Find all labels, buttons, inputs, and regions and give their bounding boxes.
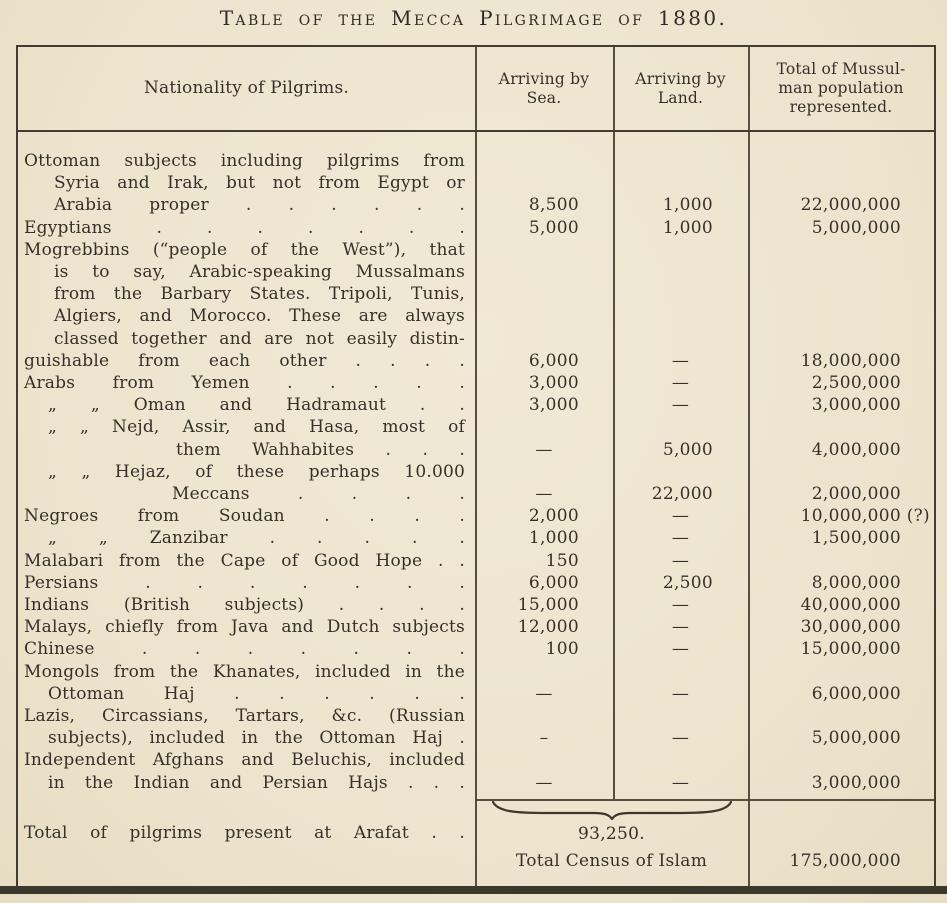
land-cell — [613, 527, 748, 549]
page-title: Table of the Mecca Pilgrimage of 1880. — [219, 6, 728, 30]
label-line: Lazis, Circassians, Tartars, &c. (Russian — [24, 706, 465, 727]
land-value: 1,000 — [662, 217, 713, 238]
sea-value: 100 — [545, 639, 579, 660]
total-cell — [748, 150, 934, 217]
land-value: — — [671, 617, 690, 638]
sea-cell — [475, 372, 613, 394]
brace-icon — [489, 800, 735, 820]
label-line: Algiers, and Morocco. These are always — [54, 306, 465, 327]
sea-cell — [475, 394, 613, 416]
land-value: — — [671, 395, 690, 416]
total-cell — [748, 616, 934, 638]
nationality-cell — [18, 394, 475, 416]
sea-value: 5,000 — [528, 217, 579, 238]
label-line: „ „ Nejd, Assir, and Hasa, most of — [48, 417, 465, 438]
column-divider-2 — [613, 47, 615, 799]
land-cell — [613, 461, 748, 505]
sea-cell — [475, 572, 613, 594]
sea-value: 8,500 — [528, 195, 579, 216]
sea-cell — [475, 661, 613, 705]
header-sea-line1: Arriving by — [498, 69, 590, 88]
total-cell — [748, 372, 934, 394]
total-cell — [748, 527, 934, 549]
label-line: is to say, Arabic-speaking Mussalmans — [54, 262, 465, 283]
sea-value: — — [535, 683, 553, 704]
sea-cell — [475, 749, 613, 793]
sea-cell — [475, 638, 613, 660]
land-cell — [613, 372, 748, 394]
label-line: Meccans . . . . — [172, 484, 465, 505]
total-value: 15,000,000 — [800, 639, 901, 660]
land-value: — — [671, 595, 690, 616]
header-land-line1: Arriving by — [635, 69, 726, 88]
total-cell — [748, 661, 934, 705]
pilgrimage-table — [16, 45, 936, 889]
sea-value: — — [535, 484, 553, 505]
label-line: Malays, chiefly from Java and Dutch subjects — [24, 617, 465, 638]
header-nationality-label: Nationality of Pilgrims. — [143, 78, 350, 98]
label-line: „ „ Zanzibar . . . . . — [48, 528, 465, 549]
census-label: Total Census of Islam — [515, 851, 708, 871]
sea-value: — — [535, 772, 553, 793]
label-line: Independent Afghans and Beluchis, included — [24, 750, 465, 771]
nationality-cell — [18, 372, 475, 394]
label-line: in the Indian and Persian Hajs . . . — [48, 772, 465, 793]
land-cell — [613, 572, 748, 594]
nationality-cell — [18, 461, 475, 505]
label-line: Egyptians . . . . . . . — [24, 217, 465, 238]
label-line: Ottoman Haj . . . . . . — [48, 683, 465, 704]
total-cell — [748, 217, 934, 239]
nationality-cell — [18, 616, 475, 638]
column-divider-3 — [748, 47, 750, 887]
label-line: subjects), included in the Ottoman Haj . — [48, 728, 465, 749]
land-cell — [613, 150, 748, 217]
sea-value: — — [535, 439, 553, 460]
header-total — [748, 47, 934, 130]
census-value: 175,000,000 — [789, 851, 901, 871]
total-value: 2,000,000 — [811, 484, 901, 505]
sea-cell — [475, 461, 613, 505]
sea-value: 1,000 — [528, 528, 579, 549]
sea-cell — [475, 505, 613, 527]
nationality-cell — [18, 572, 475, 594]
sea-cell — [475, 594, 613, 616]
label-line: Arabia proper . . . . . . — [54, 195, 465, 216]
label-line: Mongols from the Khanates, included in the — [24, 661, 465, 682]
sea-value: 6,000 — [528, 572, 579, 593]
total-value: 1,500,000 — [811, 528, 901, 549]
total-cell: 10,000,000 (?) — [800, 506, 930, 527]
nationality-cell — [18, 749, 475, 793]
sea-cell — [475, 217, 613, 239]
total-cell — [748, 394, 934, 416]
land-value: — — [671, 373, 690, 394]
nationality-cell — [18, 661, 475, 705]
label-line: Negroes from Soudan . . . . — [24, 506, 465, 527]
sea-cell — [475, 527, 613, 549]
nationality-cell — [18, 638, 475, 660]
total-cell — [748, 461, 934, 505]
page-bottom-rule — [0, 886, 947, 894]
total-cell — [748, 749, 934, 793]
label-line: Arabs from Yemen . . . . . — [24, 373, 465, 394]
sea-cell — [475, 705, 613, 749]
land-value: — — [671, 639, 690, 660]
header-sea — [475, 47, 613, 130]
sea-cell — [475, 239, 613, 372]
land-cell — [613, 394, 748, 416]
land-value: 2,500 — [662, 572, 713, 593]
total-cell — [748, 705, 934, 749]
nationality-cell — [18, 217, 475, 239]
nationality-cell — [18, 550, 475, 572]
sea-value: 12,000 — [517, 617, 579, 638]
land-value: — — [671, 506, 690, 527]
label-line: Persians . . . . . . . — [24, 572, 465, 593]
arafat-label-cell — [18, 798, 475, 885]
sea-value: 150 — [545, 550, 579, 571]
nationality-cell — [18, 416, 475, 460]
label-line: from the Barbary States. Tripoli, Tunis, — [54, 284, 465, 305]
total-value: 8,000,000 — [811, 572, 901, 593]
header-total-line3: represented. — [789, 98, 893, 116]
pilgrims-total: 93,250. — [578, 824, 645, 844]
land-value: — — [671, 683, 690, 704]
land-cell — [613, 661, 748, 705]
land-value: 22,000 — [651, 484, 713, 505]
nationality-cell — [18, 239, 475, 372]
total-value: 30,000,000 — [800, 617, 901, 638]
sea-land-merged-cell — [475, 798, 748, 885]
total-value: 5,000,000 — [811, 728, 901, 749]
land-value: — — [671, 772, 690, 793]
label-line: Malabari from the Cape of Good Hope . . — [24, 550, 465, 571]
header-land — [613, 47, 748, 130]
label-line: „ „ Hejaz, of these perhaps 10.000 — [48, 461, 465, 482]
total-value: 18,000,000 — [800, 350, 901, 371]
total-value: 3,000,000 — [811, 772, 901, 793]
total-cell — [748, 638, 934, 660]
header-land-line2: Land. — [657, 88, 704, 107]
label-line: them Wahhabites . . . — [176, 439, 465, 460]
label-line: Indians (British subjects) . . . . — [24, 595, 465, 616]
land-value: — — [671, 528, 690, 549]
label-line: „ „ Oman and Hadramaut . . — [48, 395, 465, 416]
label-line: guishable from each other . . . . — [24, 350, 465, 371]
land-cell — [613, 594, 748, 616]
footer-divider — [475, 799, 934, 801]
land-value: — — [671, 728, 690, 749]
sea-value: – — [539, 728, 549, 749]
sea-cell — [475, 616, 613, 638]
total-cell — [748, 239, 934, 372]
column-divider-1 — [475, 47, 477, 887]
nationality-cell — [18, 705, 475, 749]
arafat-label: Total of pilgrims present at Arafat . . — [24, 823, 465, 843]
land-cell — [613, 239, 748, 372]
land-cell — [613, 217, 748, 239]
total-value: 5,000,000 — [811, 217, 901, 238]
label-line: Chinese . . . . . . . — [24, 639, 465, 660]
total-cell — [748, 416, 934, 460]
land-cell — [613, 638, 748, 660]
nationality-cell — [18, 594, 475, 616]
land-cell — [613, 616, 748, 638]
sea-cell — [475, 150, 613, 217]
sea-value: 3,000 — [528, 373, 579, 394]
total-cell — [748, 550, 934, 572]
label-line: Syria and Irak, but not from Egypt or — [54, 173, 465, 194]
header-nationality — [18, 47, 475, 130]
total-value: 3,000,000 — [811, 395, 901, 416]
sea-value: 15,000 — [517, 595, 579, 616]
total-value: 10,000,000 — [800, 506, 901, 527]
nationality-cell — [18, 527, 475, 549]
sea-value: 2,000 — [528, 506, 579, 527]
sea-cell — [475, 416, 613, 460]
land-value: — — [671, 350, 690, 371]
land-value: 1,000 — [662, 195, 713, 216]
total-cell — [748, 572, 934, 594]
total-value: 40,000,000 — [800, 595, 901, 616]
total-value: 6,000,000 — [811, 683, 901, 704]
header-sea-line2: Sea. — [526, 88, 562, 107]
sea-cell — [475, 550, 613, 572]
land-cell — [613, 505, 748, 527]
total-value: 2,500,000 — [811, 373, 901, 394]
total-value: 4,000,000 — [811, 439, 901, 460]
total-cell — [748, 594, 934, 616]
land-value: 5,000 — [662, 439, 713, 460]
label-line: Mogrebbins (“people of the West”), that — [24, 239, 465, 260]
land-cell — [613, 416, 748, 460]
label-line: classed together and are not easily distin- — [54, 328, 465, 349]
label-line: Ottoman subjects including pilgrims from — [24, 151, 465, 171]
land-value: — — [671, 550, 690, 571]
land-cell — [613, 749, 748, 793]
sea-value: 6,000 — [528, 350, 579, 371]
nationality-cell — [18, 150, 475, 217]
sea-value: 3,000 — [528, 395, 579, 416]
total-value: 22,000,000 — [800, 195, 901, 216]
land-cell — [613, 705, 748, 749]
header-total-line2: man population — [778, 79, 904, 97]
land-cell — [613, 550, 748, 572]
header-total-line1: Total of Mussul- — [776, 60, 906, 78]
nationality-cell — [18, 505, 475, 527]
